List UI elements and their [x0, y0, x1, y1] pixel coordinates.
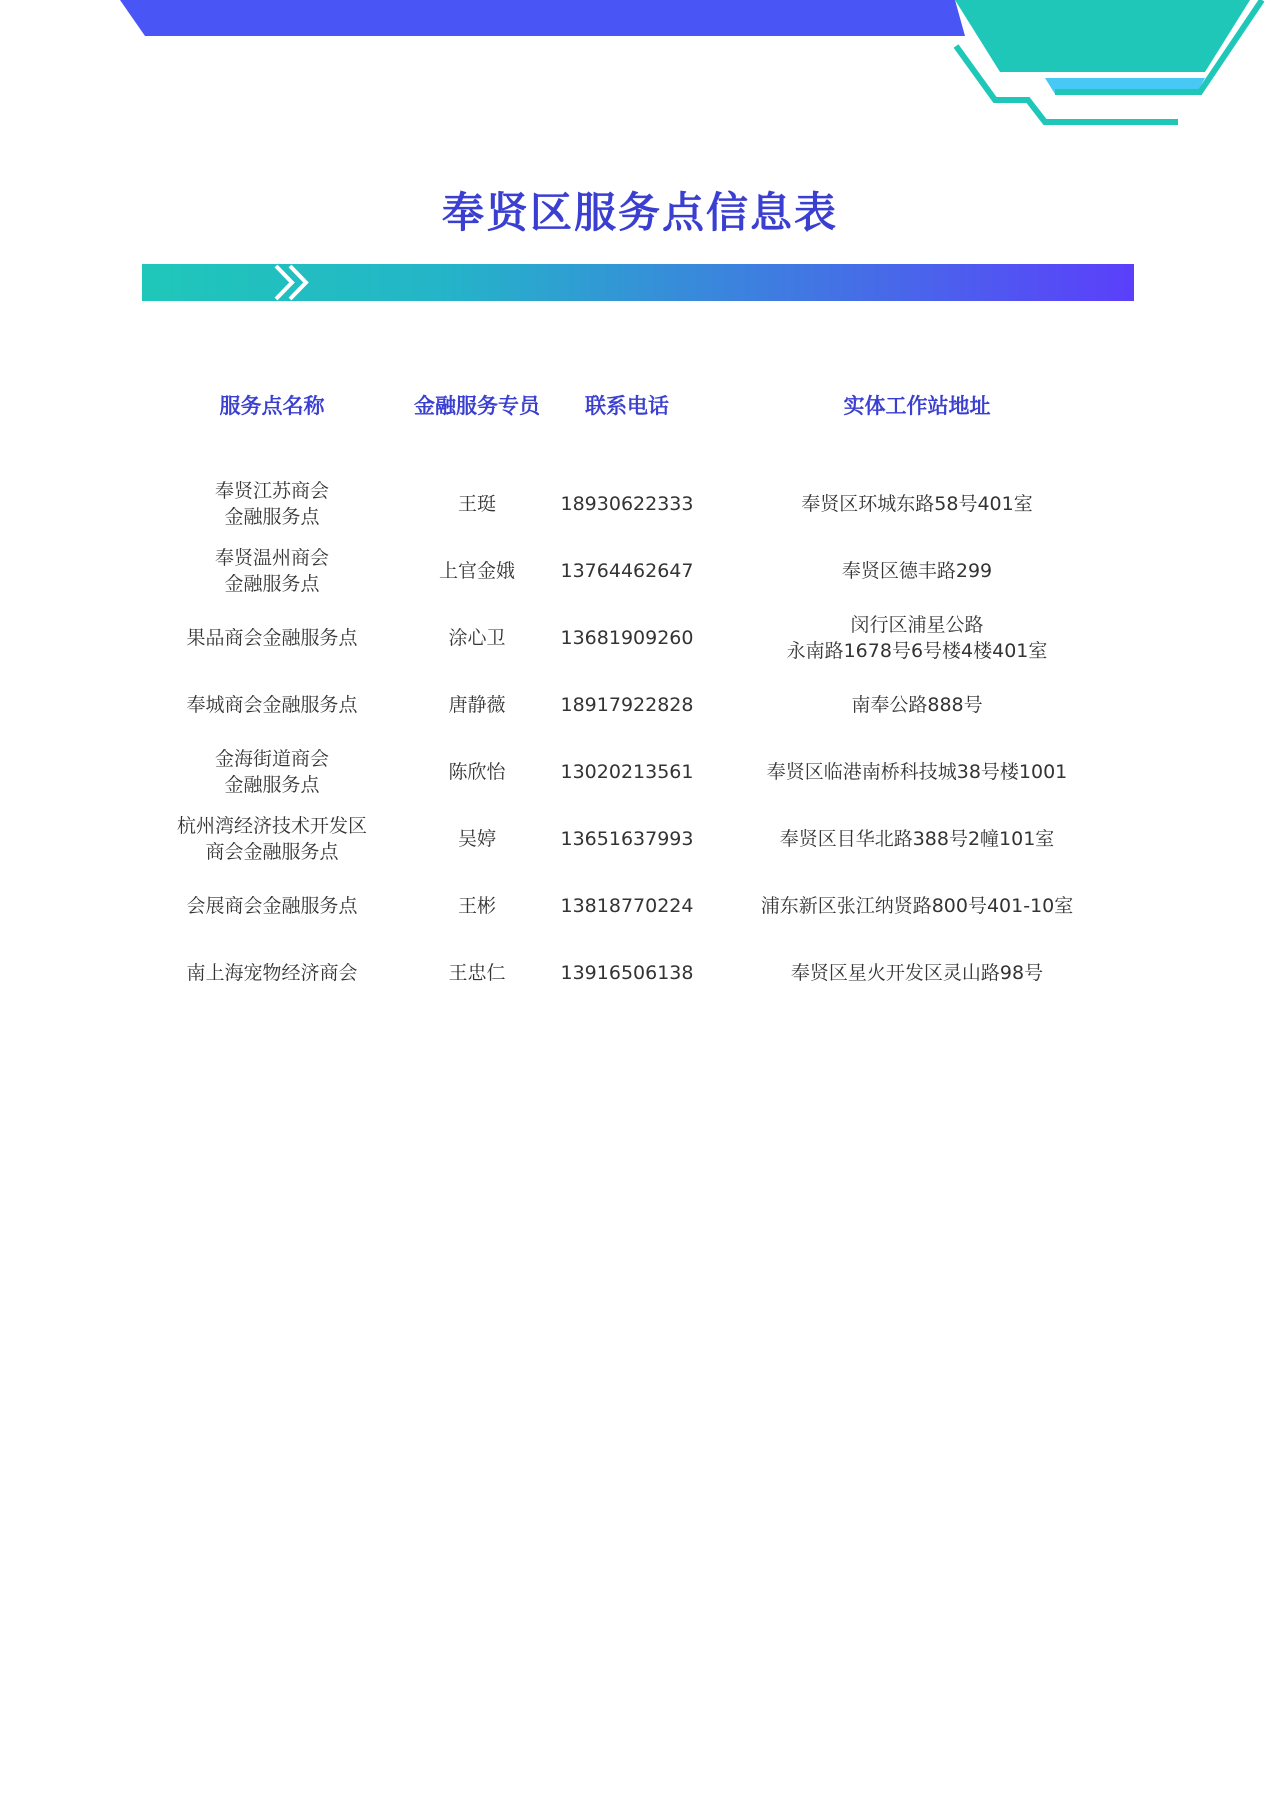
cell-finance-agent: 陈欣怡 — [448, 760, 506, 783]
cell-finance-agent: 王忠仁 — [448, 961, 506, 984]
table-row — [142, 872, 1132, 939]
cell-service-point-name — [142, 604, 402, 671]
cell-finance-agent: 王珽 — [457, 492, 496, 515]
header-service-point-name: 服务点名称 — [219, 394, 325, 418]
cell-address — [702, 738, 1132, 805]
cell-finance-agent: 涂心卫 — [448, 626, 506, 649]
decor-blue-band — [120, 0, 965, 36]
cell-service-point-name-line: 奉贤江苏商会 — [214, 479, 329, 502]
cell-address — [702, 604, 1132, 671]
cell-service-point-name — [142, 470, 402, 537]
cell-service-point-name-line: 果品商会金融服务点 — [186, 626, 358, 649]
table-row — [142, 805, 1132, 872]
header-finance-agent: 金融服务专员 — [414, 394, 540, 418]
cell-address — [702, 537, 1132, 604]
header-address: 实体工作站地址 — [843, 394, 991, 418]
title-gradient-bar — [142, 264, 1134, 301]
cell-phone: 18930622333 — [560, 492, 694, 515]
cell-phone: 13818770224 — [560, 894, 694, 917]
cell-service-point-name-line: 金海街道商会 — [214, 747, 329, 770]
table-row — [142, 939, 1132, 1006]
cell-phone: 18917922828 — [560, 693, 694, 716]
cell-finance-agent: 王彬 — [457, 894, 496, 917]
page-title: 奉贤区服务点信息表 — [441, 188, 838, 237]
cell-service-point-name-line: 南上海宠物经济商会 — [186, 961, 358, 984]
cell-service-point-name — [142, 537, 402, 604]
cell-address-line: 浦东新区张江纳贤路800号401-10室 — [760, 894, 1074, 917]
service-point-table — [142, 370, 1132, 1006]
header-spacer — [142, 440, 1132, 470]
cell-service-point-name-line: 金融服务点 — [224, 773, 320, 796]
cell-address-line: 永南路1678号6号楼4楼401室 — [786, 639, 1048, 662]
cell-service-point-name — [142, 805, 402, 872]
cell-service-point-name-line: 奉城商会金融服务点 — [186, 693, 358, 716]
cell-finance-agent: 吴婷 — [457, 827, 496, 850]
cell-finance-agent: 唐静薇 — [448, 693, 506, 716]
cell-finance-agent: 上官金娥 — [438, 559, 515, 582]
cell-address — [702, 939, 1132, 1006]
cell-address-line: 南奉公路888号 — [851, 693, 983, 716]
table-row — [142, 604, 1132, 671]
table-row — [142, 738, 1132, 805]
cell-address — [702, 805, 1132, 872]
table-row — [142, 671, 1132, 738]
cell-phone: 13020213561 — [560, 760, 694, 783]
cell-service-point-name-line: 杭州湾经济技术开发区 — [176, 814, 367, 837]
cell-phone: 13681909260 — [560, 626, 694, 649]
cell-service-point-name — [142, 872, 402, 939]
cell-address-line: 奉贤区德丰路299 — [841, 559, 993, 582]
cell-address-line: 奉贤区环城东路58号401室 — [801, 492, 1033, 515]
cell-service-point-name-line: 会展商会金融服务点 — [186, 894, 358, 917]
cell-address — [702, 872, 1132, 939]
cell-service-point-name-line: 金融服务点 — [224, 572, 320, 595]
cell-address-line: 闵行区浦星公路 — [850, 613, 984, 636]
cell-service-point-name — [142, 738, 402, 805]
cell-phone: 13916506138 — [560, 961, 694, 984]
cell-address — [702, 470, 1132, 537]
cell-service-point-name-line: 商会金融服务点 — [205, 840, 339, 863]
table-row — [142, 470, 1132, 537]
cell-phone: 13651637993 — [560, 827, 694, 850]
cell-address-line: 奉贤区临港南桥科技城38号楼1001 — [766, 760, 1068, 783]
table-body — [142, 440, 1132, 1006]
decor-teal-hexagon — [955, 0, 1250, 72]
cell-service-point-name-line: 金融服务点 — [224, 505, 320, 528]
cell-service-point-name — [142, 671, 402, 738]
cell-service-point-name-line: 奉贤温州商会 — [214, 546, 329, 569]
header-decoration — [0, 0, 1280, 140]
table-row — [142, 537, 1132, 604]
cell-address-line: 奉贤区目华北路388号2幢101室 — [779, 827, 1055, 850]
cell-phone: 13764462647 — [560, 559, 694, 582]
cell-service-point-name — [142, 939, 402, 1006]
cell-address — [702, 671, 1132, 738]
header-phone: 联系电话 — [585, 394, 669, 418]
table-header-row — [142, 370, 1132, 440]
cell-address-line: 奉贤区星火开发区灵山路98号 — [790, 961, 1044, 984]
